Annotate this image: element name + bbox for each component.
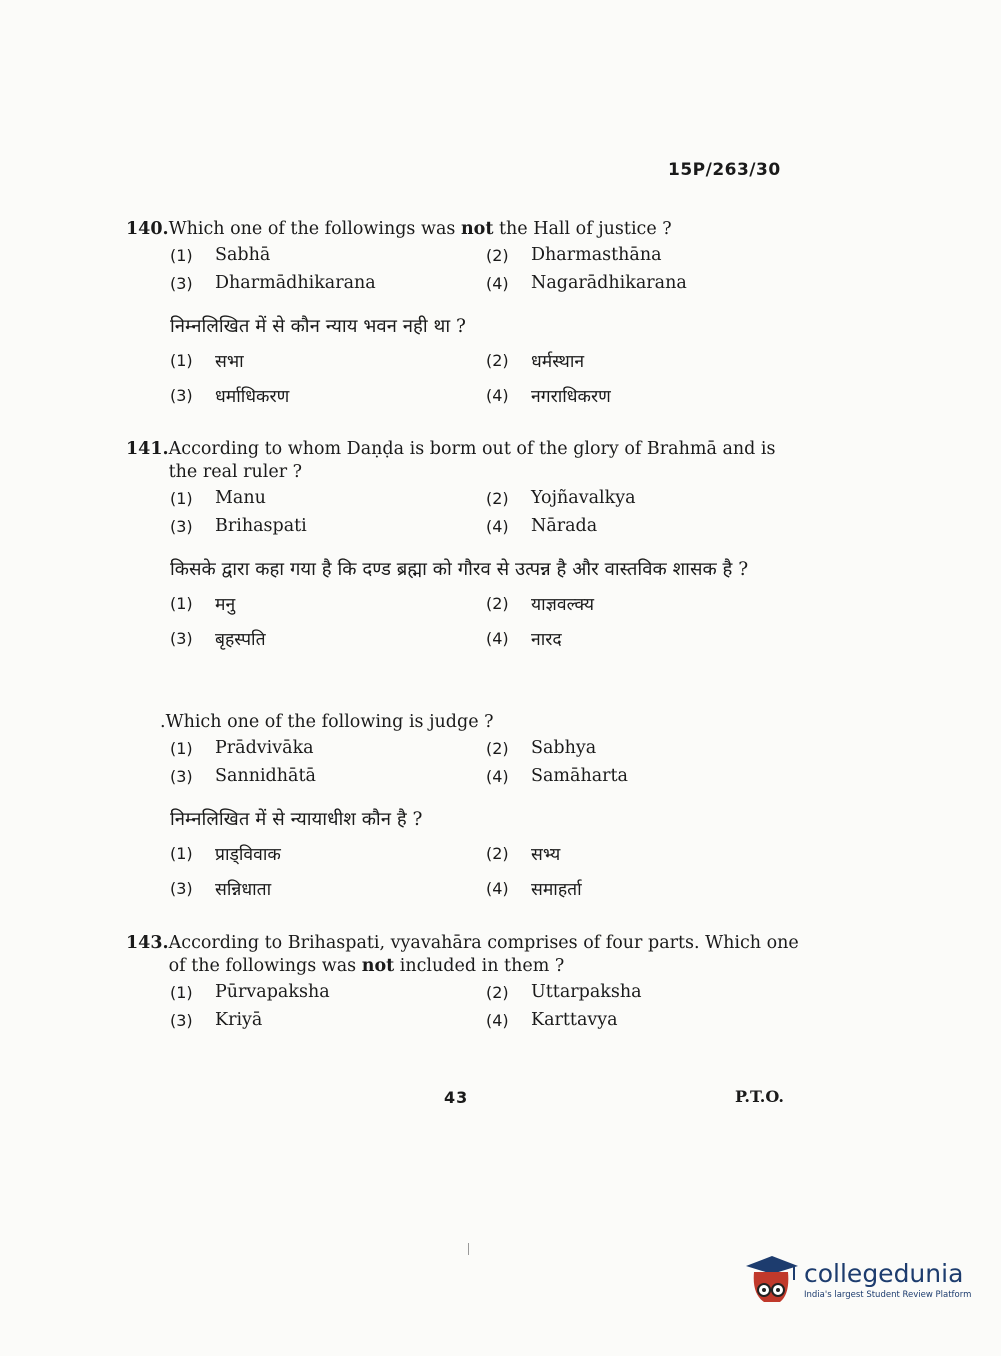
question-stem-en: 140. Which one of the followings was not the Hall of justice ? bbox=[126, 219, 672, 239]
option: (2) याज्ञवल्क्य bbox=[486, 594, 595, 615]
question-number: 141. bbox=[126, 439, 169, 459]
mascot-icon bbox=[742, 1250, 800, 1308]
pto-label: P.T.O. bbox=[735, 1087, 784, 1106]
option: (4) Karttavya bbox=[486, 1010, 618, 1030]
option: (1) सभा bbox=[170, 351, 244, 372]
question-stem-en: 141. According to whom Daṇḍa is borm out of the glory of Brahmā and is the real ruler ? bbox=[126, 439, 776, 482]
option: (2) सभ्य bbox=[486, 844, 561, 865]
question-140 bbox=[126, 218, 806, 413]
question-number: . bbox=[160, 712, 166, 732]
options-en bbox=[170, 734, 806, 790]
question-number: 143. bbox=[126, 933, 169, 953]
options-en bbox=[170, 978, 806, 1034]
option: (3) सन्निधाता bbox=[170, 879, 272, 900]
question-141 bbox=[126, 438, 806, 656]
option: (1) Prādvivāka bbox=[170, 738, 314, 758]
watermark-logo bbox=[742, 1250, 971, 1308]
option: (1) प्राड्विवाक bbox=[170, 844, 281, 865]
question-stem-hi: निम्नलिखित में से कौन न्याय भवन नही था ? bbox=[170, 316, 466, 337]
options-hi bbox=[170, 836, 806, 906]
question-stem-en: 143. According to Brihaspati, vyavahāra comprises of four parts. Which one of the followings was not included in them ? bbox=[126, 933, 799, 976]
options-en bbox=[170, 484, 806, 540]
option: (1) Sabhā bbox=[170, 245, 271, 265]
option: (3) Dharmādhikarana bbox=[170, 273, 376, 293]
page-number: 43 bbox=[444, 1088, 469, 1107]
option: (4) Nārada bbox=[486, 516, 598, 536]
question-stem-hi: किसके द्वारा कहा गया है कि दण्ड ब्रह्मा को गौरव से उत्पन्न है और वास्तविक शासक है ? bbox=[170, 559, 749, 580]
option: (3) धर्माधिकरण bbox=[170, 386, 290, 407]
question-stem-hi: निम्नलिखित में से न्यायाधीश कौन है ? bbox=[170, 809, 423, 830]
option: (3) Sannidhātā bbox=[170, 766, 316, 786]
option: (4) नगराधिकरण bbox=[486, 386, 611, 407]
question-143 bbox=[126, 932, 806, 1034]
option: (2) Sabhya bbox=[486, 738, 597, 758]
option: (1) Pūrvapaksha bbox=[170, 982, 330, 1002]
option: (1) Manu bbox=[170, 488, 266, 508]
paper-code: 15P/263/30 bbox=[668, 160, 781, 180]
options-hi bbox=[170, 343, 806, 413]
logo-name: collegedunia bbox=[804, 1258, 964, 1288]
option: (3) Kriyā bbox=[170, 1010, 263, 1030]
option: (2) धर्मस्थान bbox=[486, 351, 585, 372]
option: (3) बृहस्पति bbox=[170, 629, 266, 650]
option: (2) Yojñavalkya bbox=[486, 488, 636, 508]
option: (3) Brihaspati bbox=[170, 516, 307, 536]
question-142 bbox=[160, 711, 806, 906]
option: (1) मनु bbox=[170, 594, 236, 615]
options-hi bbox=[170, 586, 806, 656]
logo-tagline: India's largest Student Review Platform bbox=[804, 1289, 972, 1300]
option: (2) Dharmasthāna bbox=[486, 245, 662, 265]
scan-mark bbox=[468, 1243, 469, 1255]
question-number: 140. bbox=[126, 219, 169, 239]
options-en bbox=[170, 241, 806, 297]
option: (4) नारद bbox=[486, 629, 562, 650]
question-stem-en: . Which one of the following is judge ? bbox=[160, 712, 494, 732]
option: (2) Uttarpaksha bbox=[486, 982, 642, 1002]
option: (4) Nagarādhikarana bbox=[486, 273, 687, 293]
option: (4) समाहर्ता bbox=[486, 879, 582, 900]
option: (4) Samāharta bbox=[486, 766, 628, 786]
